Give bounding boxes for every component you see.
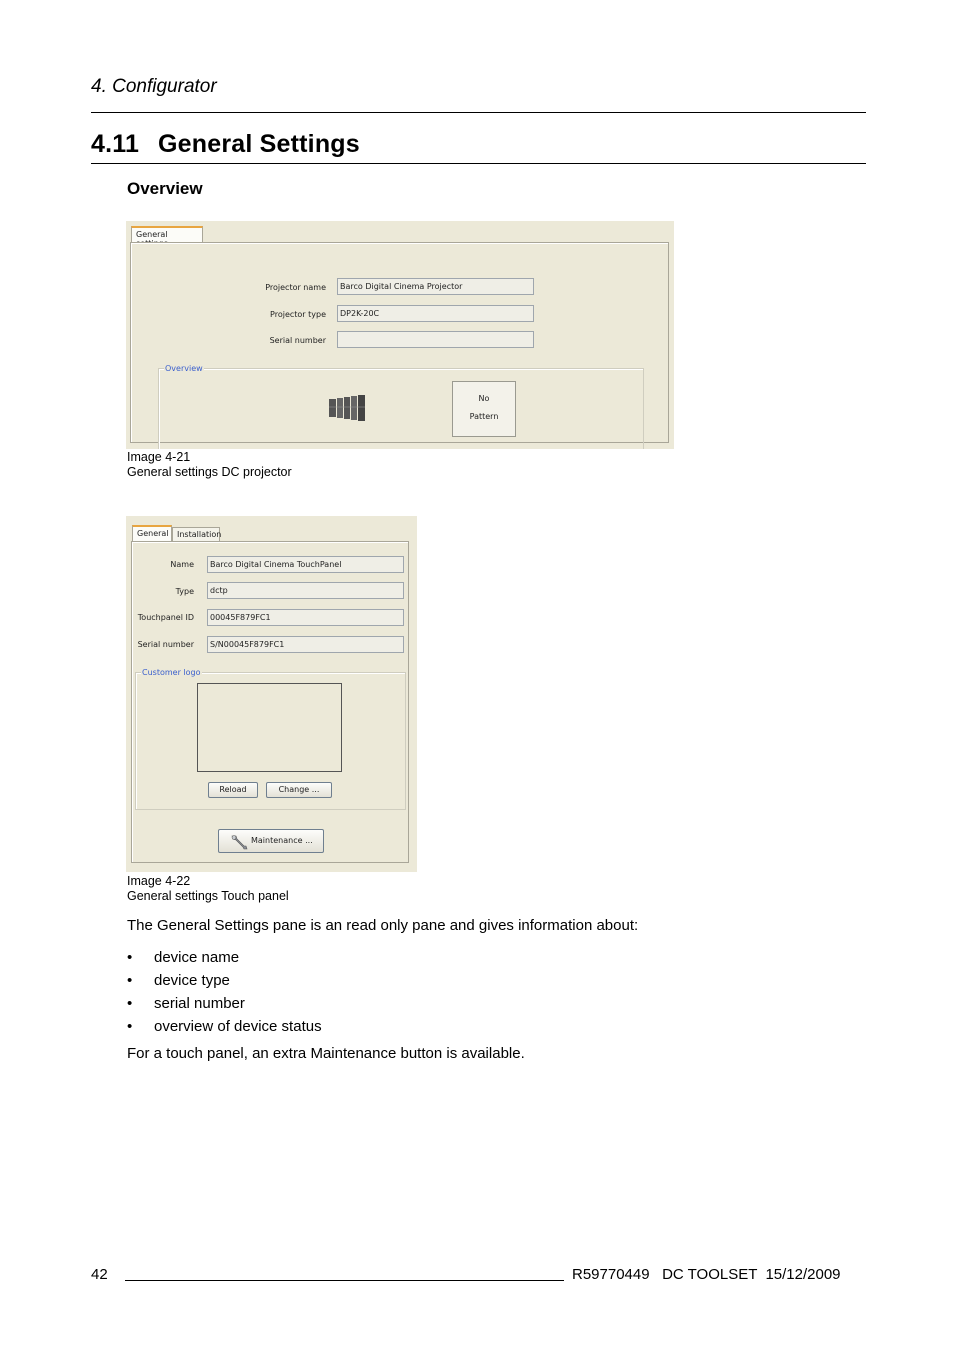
serial-number-label: Serial number [269, 336, 326, 345]
bullet-dot: • [127, 995, 133, 1012]
overview-group [158, 368, 644, 449]
serial-number-field[interactable] [337, 331, 534, 348]
outro-paragraph: For a touch panel, an extra Maintenance button is available. [127, 1045, 525, 1062]
bullet-text: overview of device status [154, 1018, 322, 1035]
chapter-header: 4. Configurator [91, 76, 217, 97]
change-button[interactable]: Change ... [266, 782, 332, 798]
bullet-text: device type [154, 972, 230, 989]
screenshot-touch-panel [126, 516, 417, 872]
caption-image-4-21 [127, 450, 292, 480]
caption-image-4-22 [127, 874, 289, 904]
type-label: Type [175, 587, 194, 596]
no-pattern-line2: Pattern [469, 412, 499, 421]
projector-lens-icon [329, 395, 367, 423]
screenshot-projector [126, 221, 674, 449]
footer-rule [125, 1280, 564, 1281]
footer-doc-ref: R59770449 DC TOOLSET 15/12/2009 [572, 1266, 841, 1283]
no-pattern-button[interactable] [452, 381, 516, 437]
customer-logo-preview [197, 683, 342, 772]
caption-text: General settings Touch panel [127, 889, 289, 903]
touchpanel-id-field[interactable]: 00045F879FC1 [207, 609, 404, 626]
section-rule [91, 163, 866, 164]
section-number: 4.11 [91, 130, 140, 158]
caption-number: Image 4-21 [127, 450, 191, 464]
name-label: Name [170, 560, 194, 569]
projector-name-field[interactable]: Barco Digital Cinema Projector [337, 278, 534, 295]
bullet-dot: • [127, 949, 133, 966]
no-pattern-line1: No [478, 394, 490, 403]
bullet-item [127, 949, 527, 969]
overview-group-title: Overview [165, 364, 203, 373]
section-title [91, 130, 360, 159]
maintenance-button[interactable] [218, 829, 324, 853]
type-field[interactable]: dctp [207, 582, 404, 599]
tab-general[interactable]: General [132, 525, 172, 542]
bullet-text: device name [154, 949, 240, 966]
serial-number-field[interactable]: S/N00045F879FC1 [207, 636, 404, 653]
bullet-item [127, 1018, 527, 1038]
bullet-item [127, 972, 527, 992]
bullet-dot: • [127, 1018, 133, 1035]
projector-type-field[interactable]: DP2K-20C [337, 305, 534, 322]
customer-logo-group-title: Customer logo [142, 668, 201, 677]
general-panel [131, 541, 409, 863]
serial-number-label: Serial number [137, 640, 194, 649]
maintenance-label: Maintenance ... [251, 836, 313, 845]
section-title-text: General Settings [158, 130, 360, 158]
header-rule [91, 112, 866, 113]
wrench-icon [229, 833, 249, 851]
bullet-item [127, 995, 527, 1015]
projector-name-label: Projector name [265, 283, 326, 292]
tab-general-settings[interactable]: General [131, 226, 203, 243]
caption-text: General settings DC projector [127, 465, 292, 479]
tab-installation[interactable]: Installation [172, 527, 220, 542]
subheading: Overview [127, 179, 203, 198]
projector-type-label: Projector type [270, 310, 326, 319]
general-settings-panel [130, 242, 669, 443]
reload-button[interactable]: Reload [208, 782, 258, 798]
caption-number: Image 4-22 [127, 874, 191, 888]
name-field[interactable]: Barco Digital Cinema TouchPanel [207, 556, 404, 573]
touchpanel-id-label: Touchpanel ID [137, 613, 194, 622]
bullet-text: serial number [154, 995, 245, 1012]
bullet-dot: • [127, 972, 133, 989]
intro-paragraph: The General Settings pane is an read only pane and gives information about: [127, 917, 639, 934]
page-number: 42 [91, 1266, 108, 1283]
